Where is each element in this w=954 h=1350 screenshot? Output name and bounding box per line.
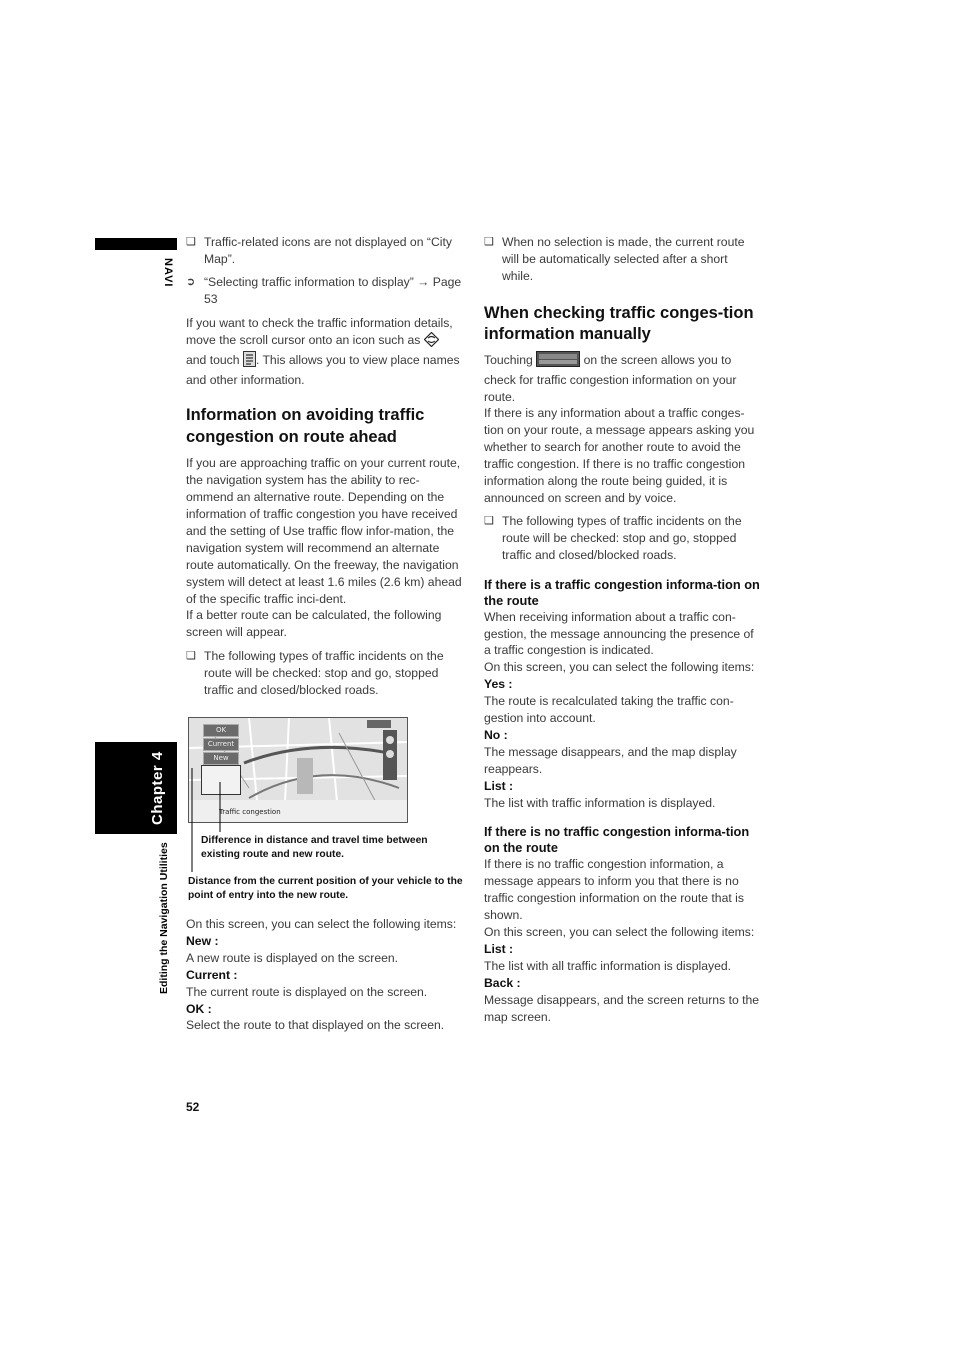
term-new: New : xyxy=(186,933,219,948)
paragraph-better-route: If a better route can be calculated, the following screen will appear. xyxy=(186,608,442,640)
left-column-bottom xyxy=(186,916,462,1034)
heading-no-congestion: If there is no traffic congestion informa-tion on the route xyxy=(484,824,750,856)
paragraph-select-items-2: On this screen, you can select the following items: xyxy=(484,925,755,940)
heading-avoiding-traffic: Information on avoiding traffic congestion on route ahead xyxy=(186,406,425,446)
callout-lines xyxy=(185,760,225,880)
paragraph-receiving-info: When receiving information about a traffic con-gestion, the message announcing the presence of a traffic congestion is indicated. xyxy=(484,609,754,658)
screen-current-button[interactable]: Current xyxy=(203,738,239,751)
note-auto-select: ❑ When no selection is made, the current route will be automatically selected after a short while. xyxy=(484,235,745,283)
heading-check-manually: When checking traffic conges-tion information manually xyxy=(484,303,754,344)
desc-back: Message disappears, and the screen returns to the map screen. xyxy=(484,992,760,1024)
term-back: Back : xyxy=(484,975,521,990)
desc-list-all: The list with all traffic information is displayed. xyxy=(484,958,732,973)
callout-difference: Difference in distance and travel time between existing route and new route. xyxy=(201,835,428,860)
info-list-icon xyxy=(243,351,256,372)
right-column xyxy=(484,234,760,1026)
note-marker-icon: ❑ xyxy=(186,236,196,248)
screen-caption: Traffic congestion xyxy=(219,808,281,816)
chapter-label: Chapter 4 xyxy=(149,751,166,825)
note-incident-types: ❑ The following types of traffic incidents on the route will be checked: stop and go, stopped traffic and closed/blocked roads. xyxy=(186,649,444,698)
term-ok: OK : xyxy=(186,1001,212,1016)
screen-ok-button[interactable]: OK xyxy=(203,724,239,737)
page-number: 52 xyxy=(186,1100,200,1114)
paragraph-check-details: If you want to check the traffic information details, move the scroll cursor onto an icon such as and touch . This allows you to view place names and other information. xyxy=(186,315,460,388)
note-incident-types-right: ❑ The following types of traffic incidents on the route will be checked: stop and go, stopped traffic and closed/blocked roads. xyxy=(484,513,742,562)
desc-current: The current route is displayed on the screen. xyxy=(186,984,428,999)
term-list: List : xyxy=(484,778,514,793)
reference-arrow-icon: ➲ xyxy=(186,275,196,288)
left-column-top xyxy=(186,234,462,699)
paragraph-approaching-traffic: If you are approaching traffic on your current route, the navigation system has the ability to rec-ommend an alternative route. Depending on the information of traffic congestion you have received and the setting of Use traffic flow infor-mation, the navigation system will recommend an alternate route automatically. On the freeway, the navigation system will detect at least 1.6 miles (2.6 km) ahead of the specific traffic inci-dent. xyxy=(186,456,462,606)
traffic-button-icon xyxy=(536,351,580,372)
callout-distance: Distance from the current position of your vehicle to the point of entry into the new route. xyxy=(188,876,463,901)
note-city-map: ❑ Traffic-related icons are not displayed on “City Map”. xyxy=(186,235,452,266)
heading-congestion-present: If there is a traffic congestion informa-tion on the route xyxy=(484,576,760,608)
desc-list: The list with traffic information is displayed. xyxy=(484,795,716,810)
paragraph-select-items-1: On this screen, you can select the following items: xyxy=(484,660,755,675)
term-current: Current : xyxy=(186,967,238,982)
term-yes: Yes : xyxy=(484,677,513,692)
side-label-navi: NAVI xyxy=(162,258,174,288)
note-marker-icon: ❑ xyxy=(484,236,494,248)
desc-yes: The route is recalculated taking the traffic con-gestion into account. xyxy=(484,694,734,726)
screen-new-button[interactable]: New xyxy=(203,752,239,765)
chapter-tab xyxy=(95,742,177,834)
traffic-icon xyxy=(424,332,439,352)
side-tab-bar xyxy=(95,238,177,250)
desc-new: A new route is displayed on the screen. xyxy=(186,950,399,965)
term-no: No : xyxy=(484,727,508,742)
term-list-all: List : xyxy=(484,942,514,956)
page-reference: ➲ “Selecting traffic information to display” → Page 53 xyxy=(186,274,462,306)
paragraph-congestion-message: If there is any information about a traffic conges-tion on your route, a message appears asking you whether to search for another route to avoid the traffic congestion. If there is no traffic congestion information along the route being guided, it is announced on screen and by voice. xyxy=(484,406,755,505)
paragraph-no-congestion: If there is no traffic congestion information, a message appears to inform you that there is no traffic congestion information on the route that is shown. xyxy=(484,857,744,923)
desc-ok: Select the route to that displayed on the screen. xyxy=(186,1018,445,1033)
paragraph-select-items: On this screen, you can select the following items: xyxy=(186,917,457,931)
desc-no: The message disappears, and the map display reappears. xyxy=(484,744,737,776)
note-marker-icon: ❑ xyxy=(484,514,494,527)
section-title-vertical: Editing the Navigation Utilities xyxy=(158,842,170,994)
paragraph-touching: Touching on the screen allows you to check for traffic congestion information on your route. xyxy=(484,352,737,404)
note-marker-icon: ❑ xyxy=(186,650,196,663)
